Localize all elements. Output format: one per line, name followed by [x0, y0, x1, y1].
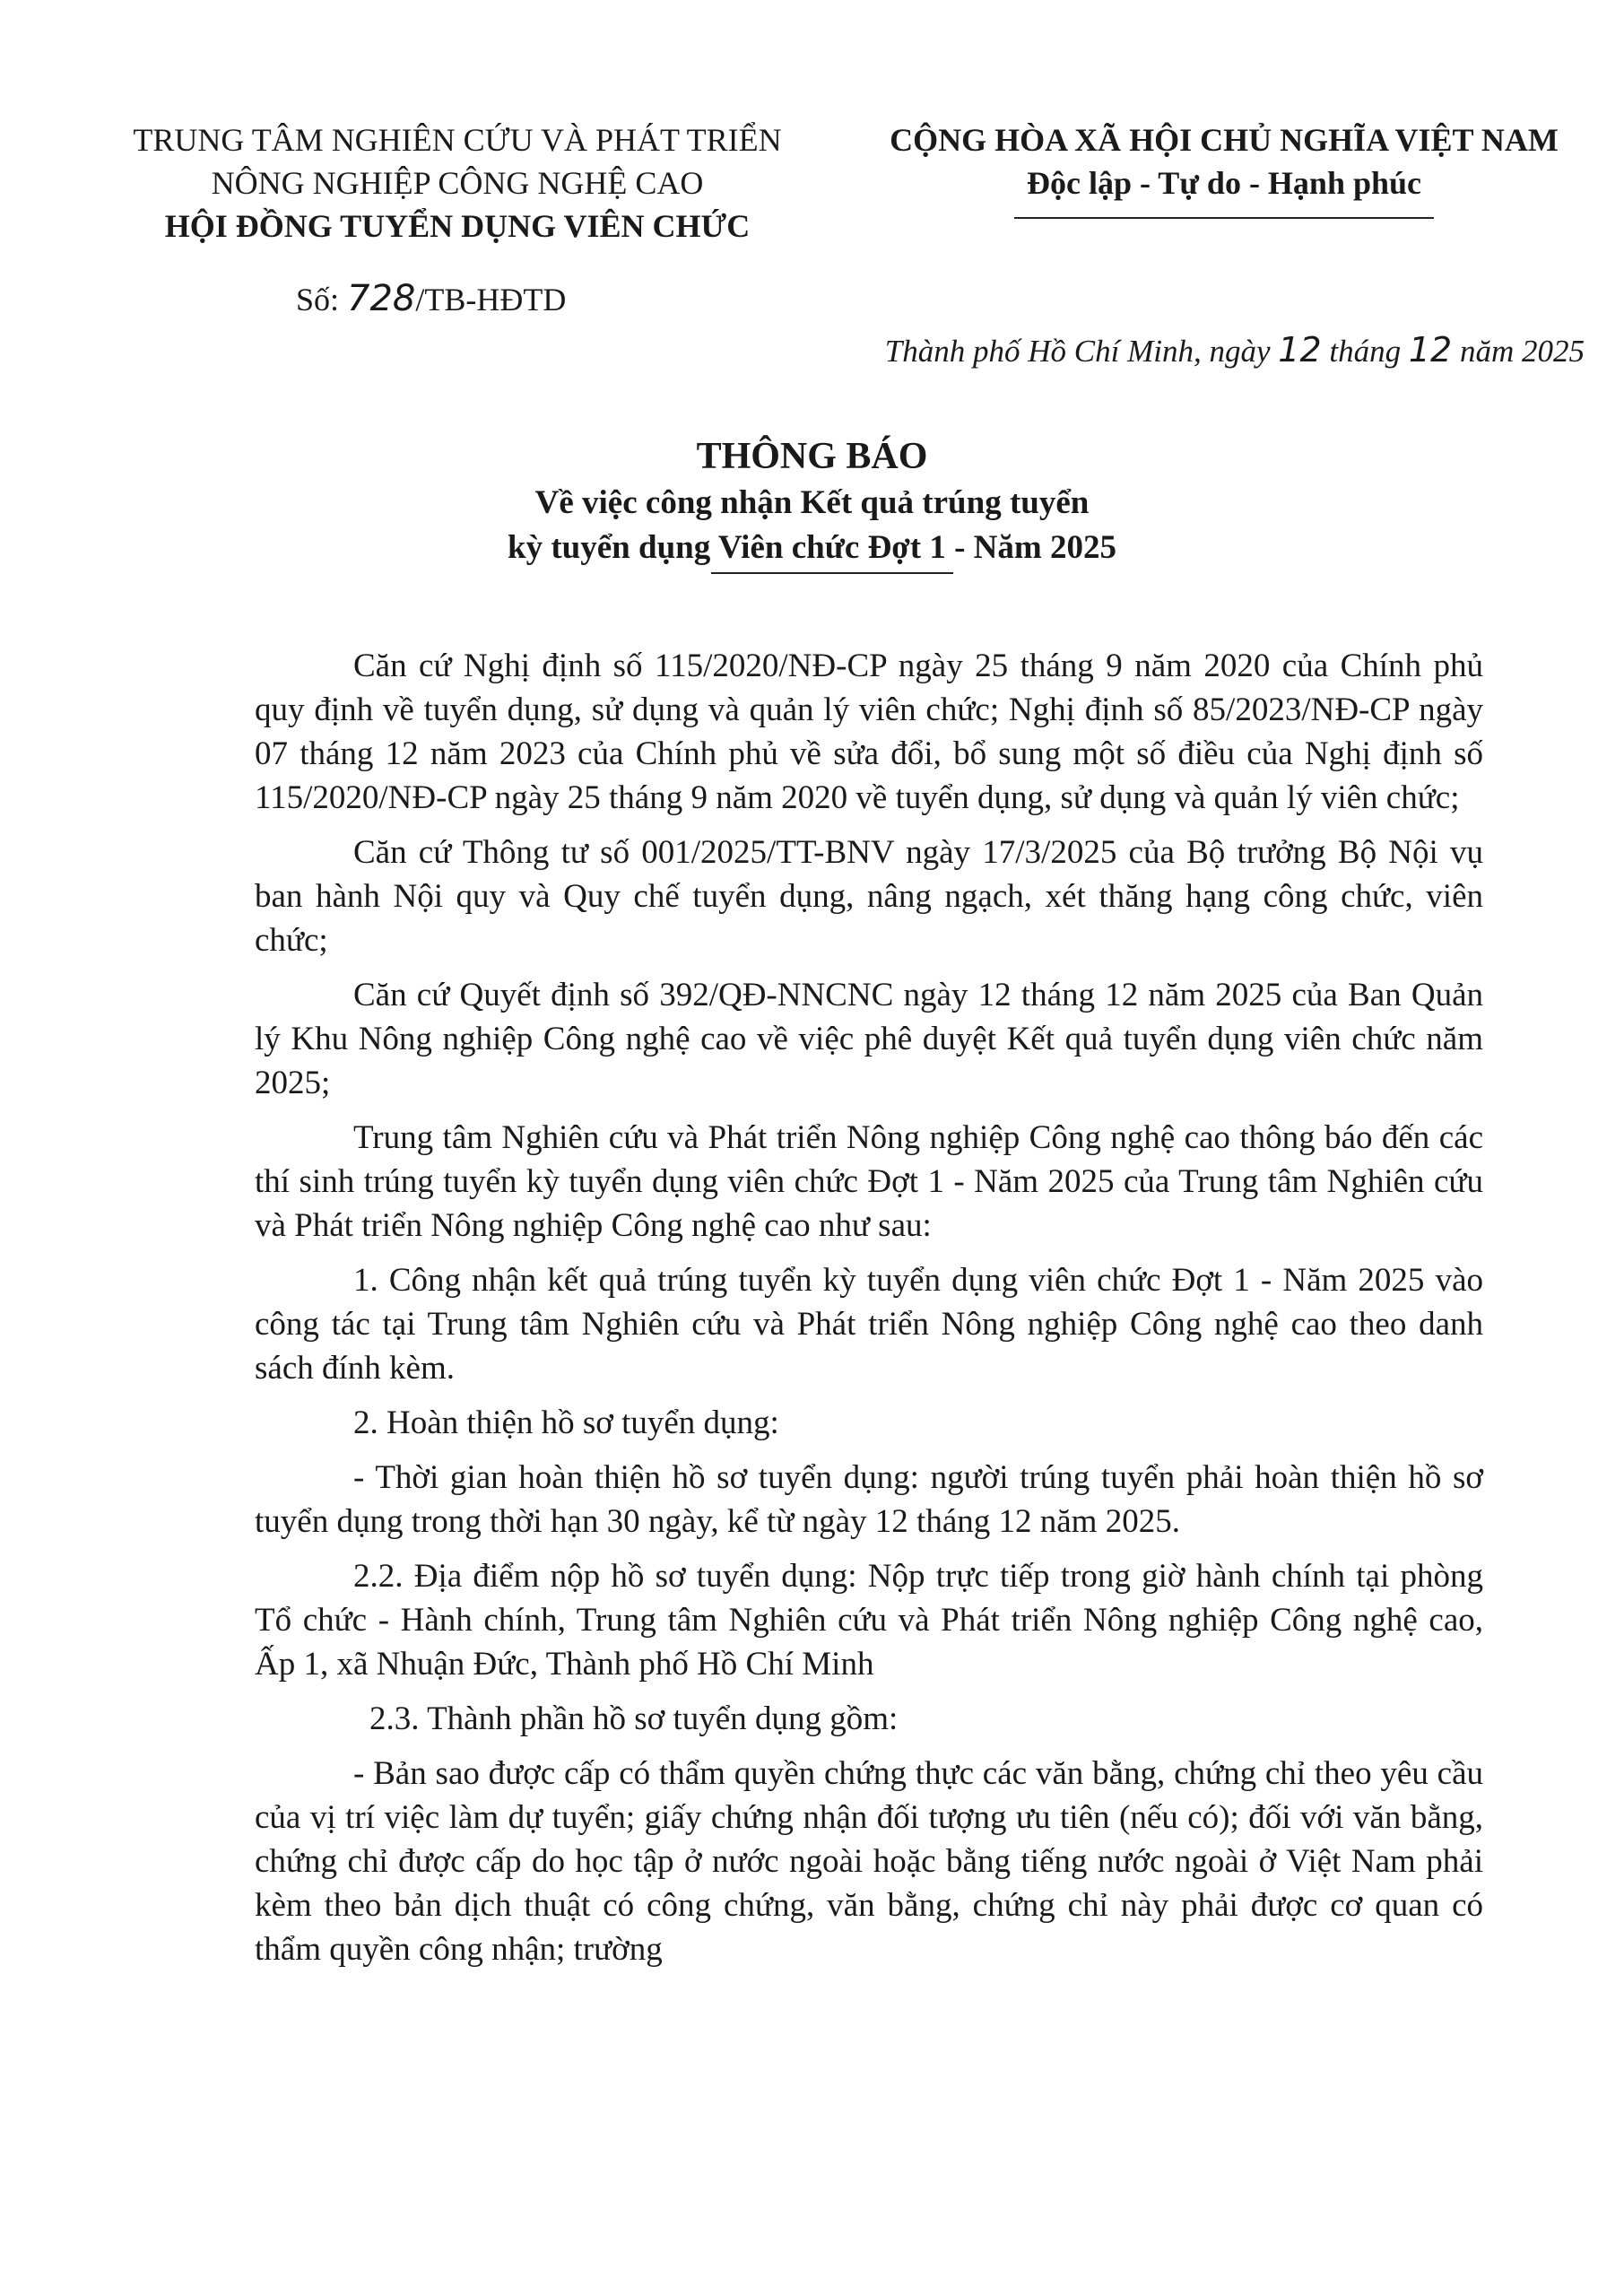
- date-prefix: Thành phố Hồ Chí Minh, ngày: [884, 334, 1271, 369]
- agency-line-3: HỘI ĐỒNG TUYỂN DỤNG VIÊN CHỨC: [164, 208, 751, 244]
- document-title: THÔNG BÁO: [696, 436, 928, 477]
- issuing-agency-block: [72, 118, 843, 248]
- date-year: năm 2025: [1459, 334, 1585, 369]
- body-paragraph: Trung tâm Nghiên cứu và Phát triển Nông nghiệp Công nghệ cao thông báo đến các thí sinh trúng tuyển kỳ tuyển dụng viên chức Đợt 1 - Năm 2025 của Trung tâm Nghiên cứu và Phát triển Nông nghiệp Công nghệ cao như sau:: [255, 1119, 1483, 1244]
- document-title-block: [0, 432, 1624, 574]
- agency-line-1: TRUNG TÂM NGHIÊN CỨU VÀ PHÁT TRIỂN: [133, 122, 782, 158]
- national-motto: Độc lập - Tự do - Hạnh phúc: [1014, 161, 1434, 219]
- issue-date: [885, 330, 1585, 370]
- title-underline: [711, 572, 953, 574]
- body-paragraph: Căn cứ Thông tư số 001/2025/TT-BNV ngày 17/3/2025 của Bộ trưởng Bộ Nội vụ ban hành Nội quy và Quy chế tuyển dụng, nâng ngạch, xét thăng hạng công chức, viên chức;: [255, 834, 1483, 959]
- body-paragraph: - Bản sao được cấp có thẩm quyền chứng thực các văn bằng, chứng chỉ theo yêu cầu của vị trí việc làm dự tuyển; giấy chứng nhận đối tượng ưu tiên (nếu có); đối với văn bằng, chứng chỉ được cấp do học tập ở nước ngoài hoặc bằng tiếng nước ngoài ở Việt Nam phải kèm theo bản dịch thuật có công chứng, văn bằng, chứng chỉ này phải được cơ quan có thẩm quyền công nhận; trường: [255, 1755, 1483, 1968]
- body-paragraph: 2.2. Địa điểm nộp hồ sơ tuyển dụng: Nộp trực tiếp trong giờ hành chính tại phòng Tổ chức - Hành chính, Trung tâm Nghiên cứu và Phát triển Nông nghiệp Công nghệ cao, Ấp 1, xã Nhuận Đức, Thành phố Hồ Chí Minh: [255, 1558, 1483, 1683]
- body-paragraph: - Thời gian hoàn thiện hồ sơ tuyển dụng: người trúng tuyển phải hoàn thiện hồ sơ tuyển dụng trong thời hạn 30 ngày, kể từ ngày 12 tháng 12 năm 2025.: [255, 1459, 1483, 1540]
- document-subtitle-2: kỳ tuyển dụng Viên chức Đợt 1 - Năm 2025: [508, 529, 1116, 566]
- agency-line-2: NÔNG NGHIỆP CÔNG NGHỆ CAO: [211, 165, 704, 201]
- body-paragraph: Căn cứ Quyết định số 392/QĐ-NNCNC ngày 12 tháng 12 năm 2025 của Ban Quản lý Khu Nông nghiệp Công nghệ cao về việc phê duyệt Kết quả tuyển dụng viên chức năm 2025;: [255, 977, 1483, 1101]
- body-paragraph: 2.3. Thành phần hồ sơ tuyển dụng gồm:: [369, 1700, 899, 1737]
- date-month: 12: [1408, 330, 1453, 370]
- document-number: [296, 278, 566, 319]
- body-paragraph: Căn cứ Nghị định số 115/2020/NĐ-CP ngày 25 tháng 9 năm 2020 của Chính phủ quy định về tuyển dụng, sử dụng và quản lý viên chức; Nghị định số 85/2023/NĐ-CP ngày 07 tháng 12 năm 2023 của Chính phủ về sửa đổi, bổ sung một số điều của Nghị định số 115/2020/NĐ-CP ngày 25 tháng 9 năm 2020 về tuyển dụng, sử dụng và quản lý viên chức;: [255, 648, 1483, 816]
- doc-number-handwritten: 728: [347, 278, 416, 319]
- date-month-label: tháng: [1329, 334, 1402, 369]
- document-body: [255, 644, 1483, 1982]
- nation-title: CỘNG HÒA XÃ HỘI CHỦ NGHĨA VIỆT NAM: [890, 122, 1559, 158]
- date-day: 12: [1278, 330, 1322, 370]
- body-paragraph: 2. Hoàn thiện hồ sơ tuyển dụng:: [353, 1405, 779, 1441]
- document-subtitle-1: Về việc công nhận Kết quả trúng tuyển: [534, 484, 1090, 521]
- body-paragraph: 1. Công nhận kết quả trúng tuyển kỳ tuyển dụng viên chức Đợt 1 - Năm 2025 vào công tác tại Trung tâm Nghiên cứu và Phát triển Nông nghiệp Công nghệ cao theo danh sách đính kèm.: [255, 1262, 1483, 1387]
- national-heading-block: [852, 118, 1596, 219]
- doc-number-suffix: /TB-HĐTD: [415, 282, 567, 317]
- doc-number-prefix: Số:: [296, 282, 340, 317]
